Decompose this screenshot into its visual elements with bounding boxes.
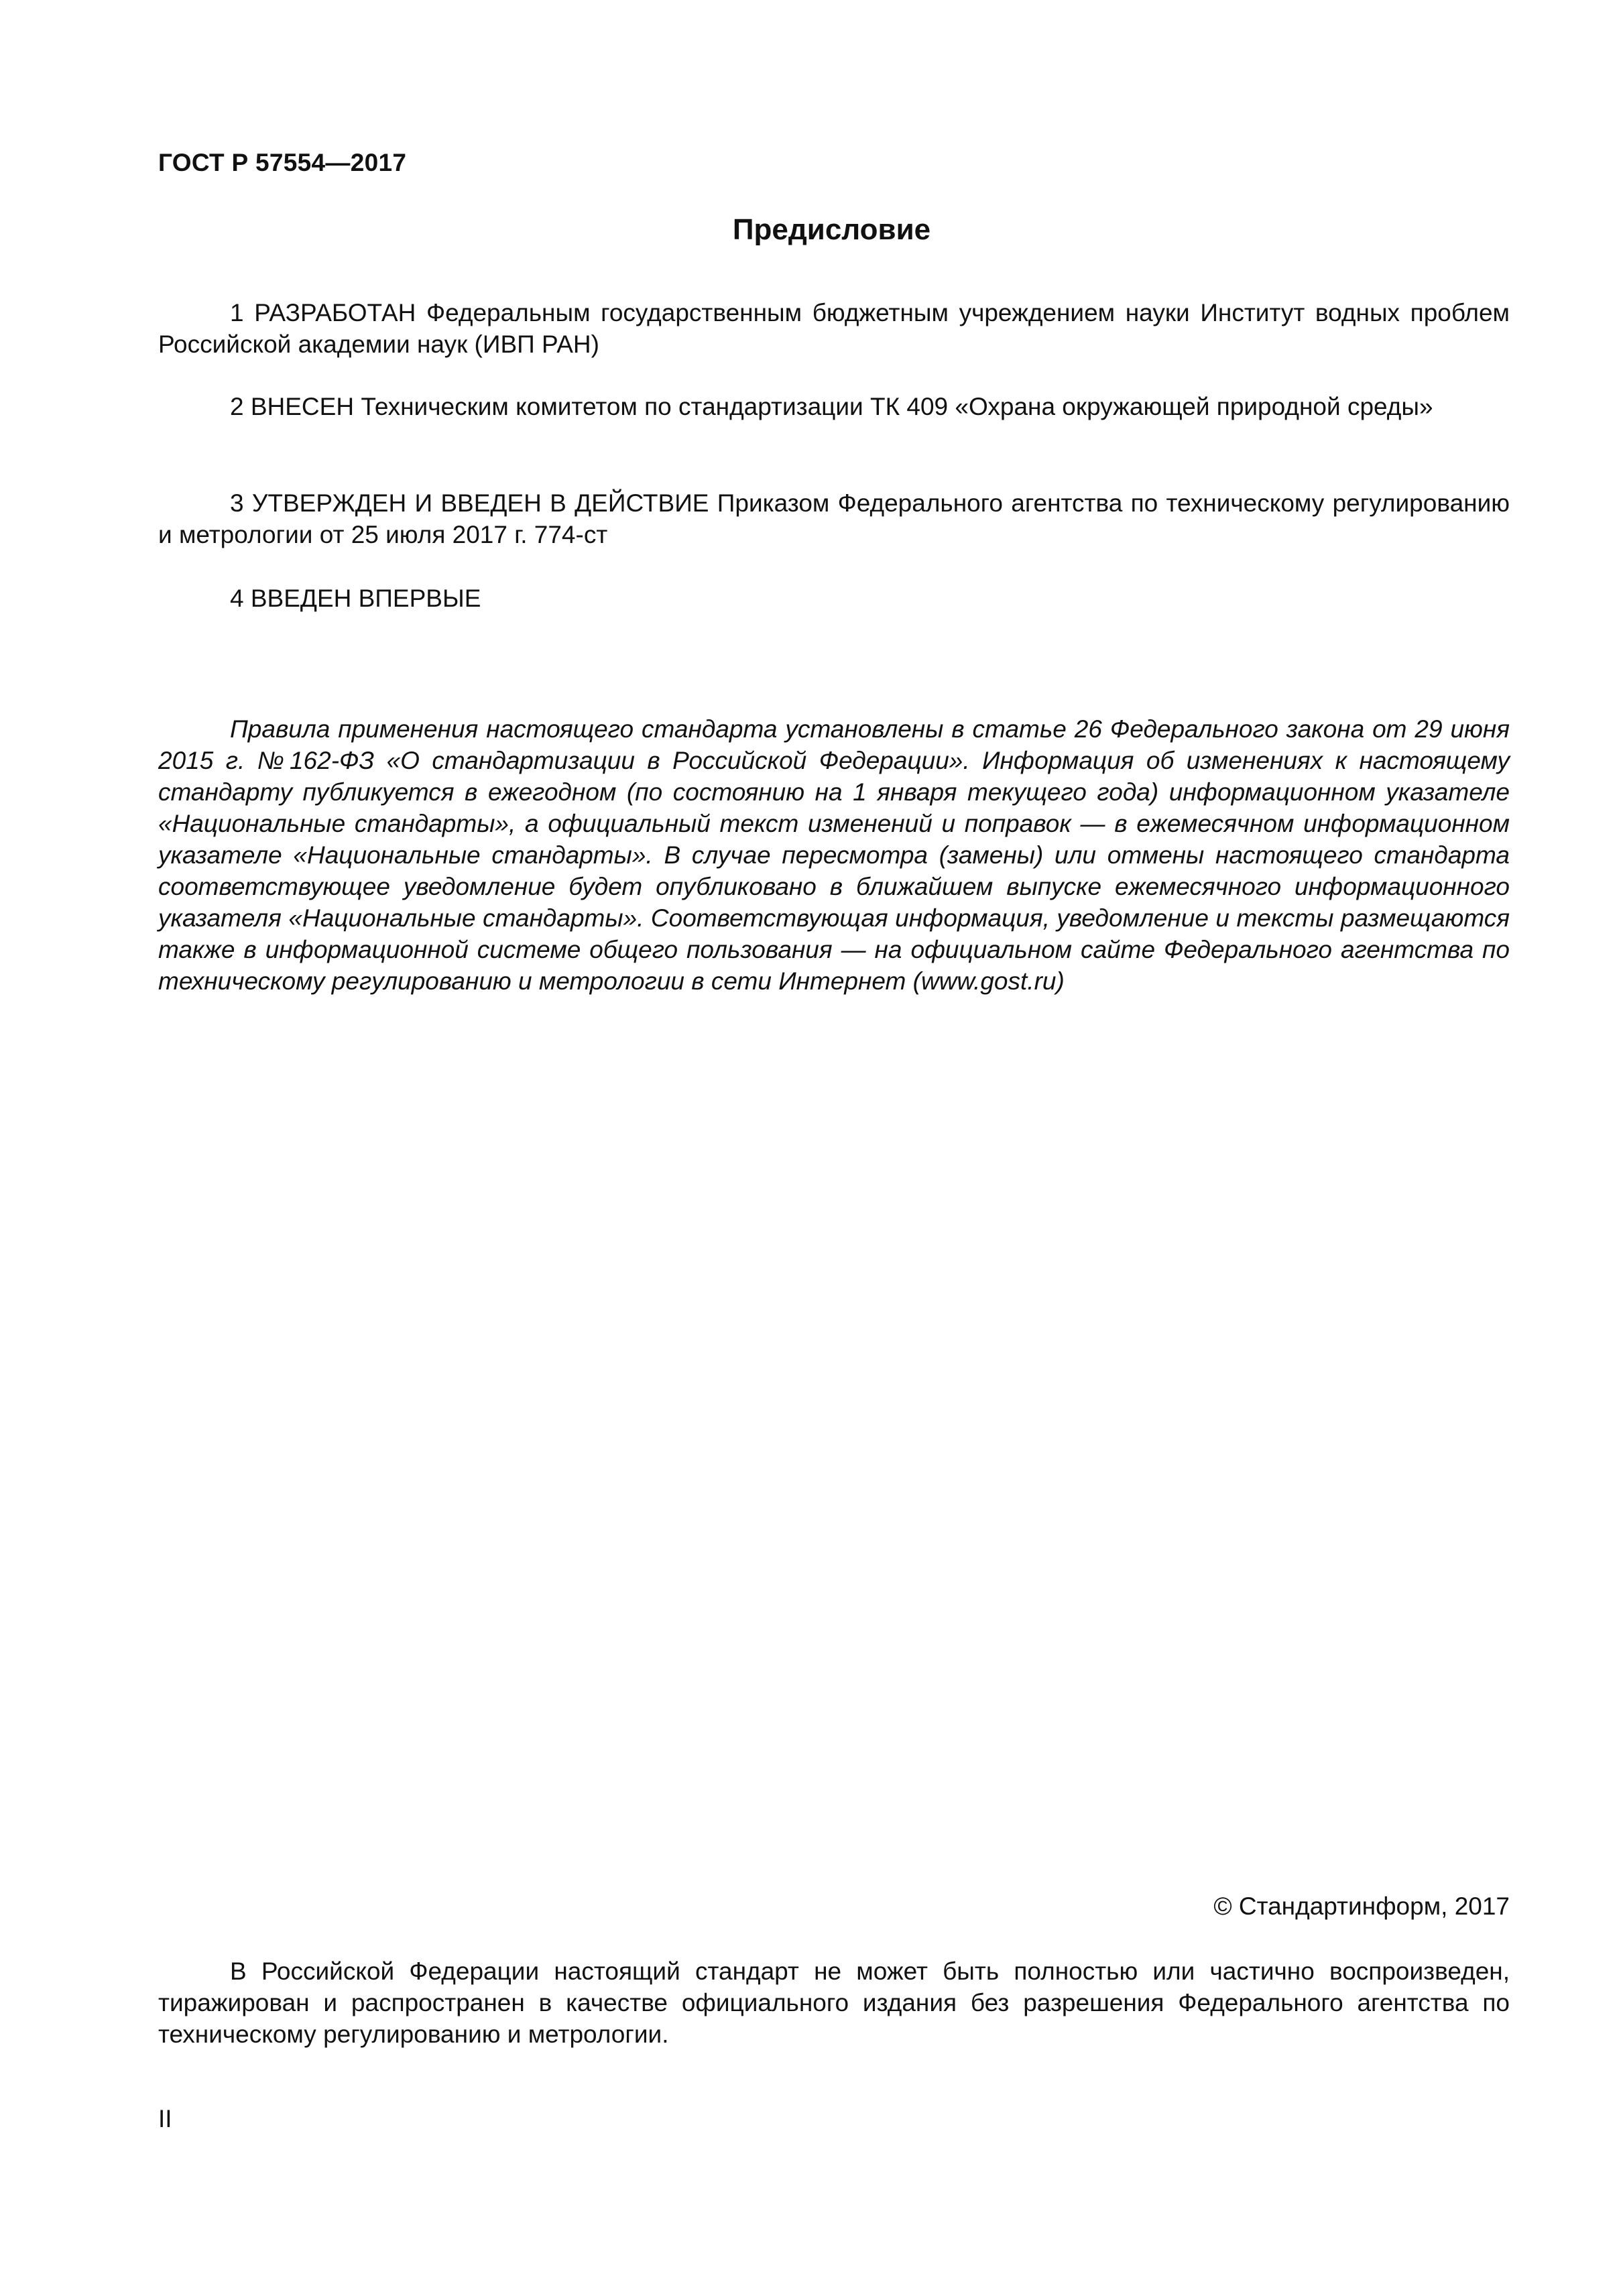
page-number: II: [158, 2105, 172, 2132]
application-rules-notice: Правила применения настоящего стандарта установлены в статье 26 Федерального закона от 29 июня 2015 г. №162-ФЗ «О стандартизации в Российской Федерации». Информация об изменениях к настоящему стандарту публикуется в ежегодном (по состоянию на 1 января текущего года) информационном указателе «Национальные стандарты», а официальный текст изменений и поправок — в ежемесячном информационном указателе «Национальные стандарты». В случае пересмотра (замены) или отмены настоящего стандарта соответствующее уведомление будет опубликовано в ближайшем выпуске ежемесячного информационного указателя «Национальные стандарты». Соответствующая информация, уведомление и тексты размещаются также в информационной системе общего пользования — на официальном сайте Федерального агентства по техническому регулированию и метрологии в сети Интернет (www.gost.ru): [158, 715, 1510, 995]
copyright-line: © Стандартинформ, 2017: [1213, 1892, 1510, 1920]
preface-item-approved: 3 УТВЕРЖДЕН И ВВЕДЕН В ДЕЙСТВИЕ Приказом Федерального агентства по техническому регулированию и метрологии от 25 июля 2017 г. 774-ст: [158, 489, 1510, 548]
preface-item-submitted: 2 ВНЕСЕН Техническим комитетом по стандартизации ТК 409 «Охрана окружающей природной среды»: [230, 393, 1433, 420]
reproduction-rights-notice: В Российской Федерации настоящий стандарт не может быть полностью или частично воспроизведен, тиражирован и распространен в качестве официального издания без разрешения Федерального агентства по техническому регулированию и метрологии.: [158, 1957, 1510, 2048]
preface-item-introduced: 4 ВВЕДЕН ВПЕРВЫЕ: [230, 585, 481, 612]
preface-item-developed: 1 РАЗРАБОТАН Федеральным государственным бюджетным учреждением науки Институт водных проблем Российской академии наук (ИВП РАН): [158, 299, 1510, 358]
page-title: Предисловие: [732, 213, 931, 246]
document-code: ГОСТ Р 57554—2017: [158, 149, 407, 176]
